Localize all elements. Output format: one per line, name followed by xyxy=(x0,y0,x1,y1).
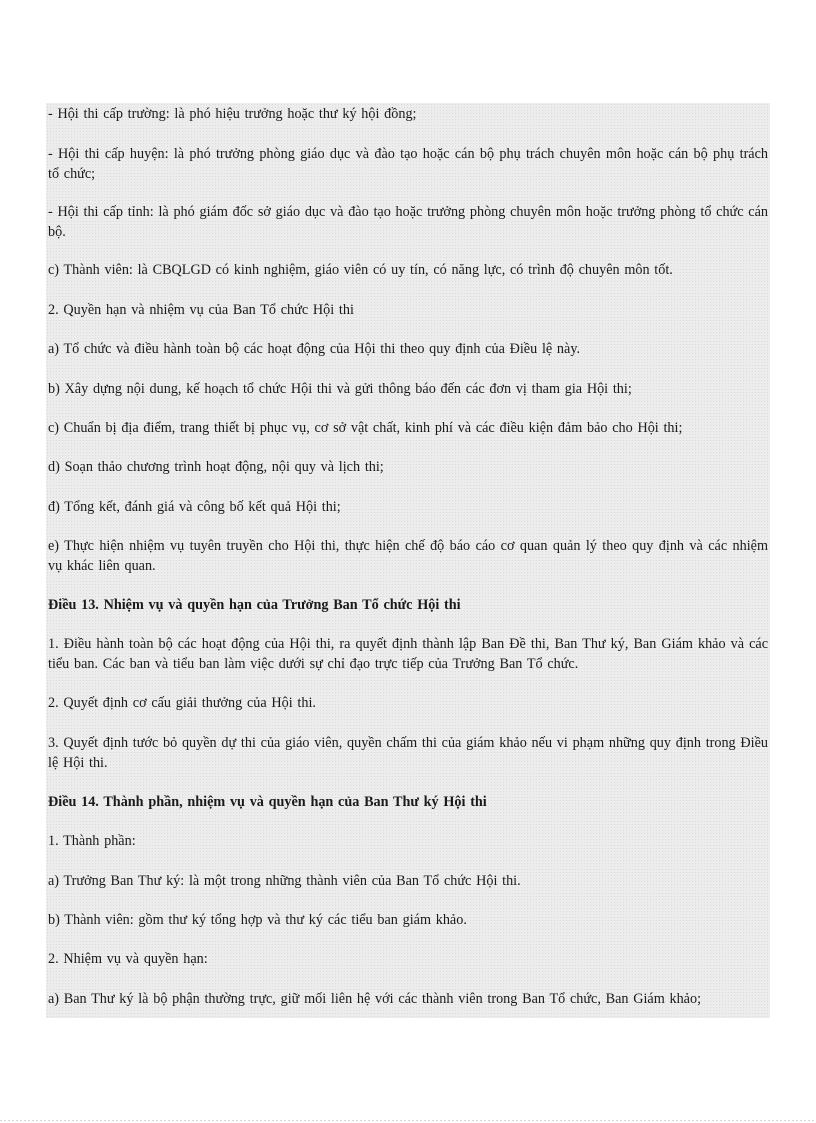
paragraph-item-c: c) Chuẩn bị địa điểm, trang thiết bị phục vụ, cơ sở vật chất, kinh phí và các điều kiện đảm bảo cho Hội thi; xyxy=(48,420,683,436)
article-14-heading: Điều 14. Thành phần, nhiệm vụ và quyền hạn của Ban Thư ký Hội thi xyxy=(48,794,487,810)
paragraph-school-level: - Hội thi cấp trường: là phó hiệu trưởng hoặc thư ký hội đồng; xyxy=(48,106,417,122)
article-13-heading: Điều 13. Nhiệm vụ và quyền hạn của Trưởng Ban Tổ chức Hội thi xyxy=(48,597,461,613)
article-14-item-1a: a) Trưởng Ban Thư ký: là một trong những thành viên của Ban Tổ chức Hội thi. xyxy=(48,873,521,889)
paragraph-section-2-title: 2. Quyền hạn và nhiệm vụ của Ban Tổ chức Hội thi xyxy=(48,302,354,318)
article-14-item-2a: a) Ban Thư ký là bộ phận thường trực, giữ mối liên hệ với các thành viên trong Ban Tổ chức, Ban Giám khảo; xyxy=(48,991,702,1007)
paragraph-district-level: - Hội thi cấp huyện: là phó trưởng phòng giáo dục và đào tạo hoặc cán bộ phụ trách chuyên môn hoặc cán bộ phụ trách tổ chức; xyxy=(48,146,768,182)
paragraph-item-dd: đ) Tổng kết, đánh giá và công bố kết quả Hội thi; xyxy=(48,499,341,515)
article-13-item-1: 1. Điều hành toàn bộ các hoạt động của Hội thi, ra quyết định thành lập Ban Đề thi, Ban Thư ký, Ban Giám khảo và các tiểu ban. Các ban và tiểu ban làm việc dưới sự chỉ đạo trực tiếp của Trưởng Ban Tổ chức. xyxy=(48,636,768,672)
paragraph-item-d: d) Soạn thảo chương trình hoạt động, nội quy và lịch thi; xyxy=(48,459,384,475)
paragraph-province-level: - Hội thi cấp tỉnh: là phó giám đốc sở giáo dục và đào tạo hoặc trưởng phòng chuyên môn hoặc trưởng phòng tổ chức cán bộ. xyxy=(48,204,768,240)
article-14-item-1: 1. Thành phần: xyxy=(48,833,136,849)
article-14-item-1b: b) Thành viên: gồm thư ký tổng hợp và thư ký các tiểu ban giám khảo. xyxy=(48,912,467,928)
paragraph-item-a: a) Tổ chức và điều hành toàn bộ các hoạt động của Hội thi theo quy định của Điều lệ này. xyxy=(48,341,581,357)
paragraph-item-e: e) Thực hiện nhiệm vụ tuyên truyền cho Hội thi, thực hiện chế độ báo cáo cơ quan quản lý theo quy định và các nhiệm vụ khác liên quan. xyxy=(48,538,768,574)
document-text-block xyxy=(46,103,770,1018)
paragraph-members: c) Thành viên: là CBQLGD có kinh nghiệm, giáo viên có uy tín, có năng lực, có trình độ chuyên môn tốt. xyxy=(48,262,673,278)
article-14-item-2: 2. Nhiệm vụ và quyền hạn: xyxy=(48,951,208,967)
paragraph-item-b: b) Xây dựng nội dung, kế hoạch tổ chức Hội thi và gửi thông báo đến các đơn vị tham gia Hội thi; xyxy=(48,381,632,397)
article-13-item-3: 3. Quyết định tước bỏ quyền dự thi của giáo viên, quyền chấm thi của giám khảo nếu vi phạm những quy định trong Điều lệ Hội thi. xyxy=(48,735,768,771)
article-13-item-2: 2. Quyết định cơ cấu giải thưởng của Hội thi. xyxy=(48,695,316,711)
page-bottom-divider xyxy=(0,1120,816,1121)
